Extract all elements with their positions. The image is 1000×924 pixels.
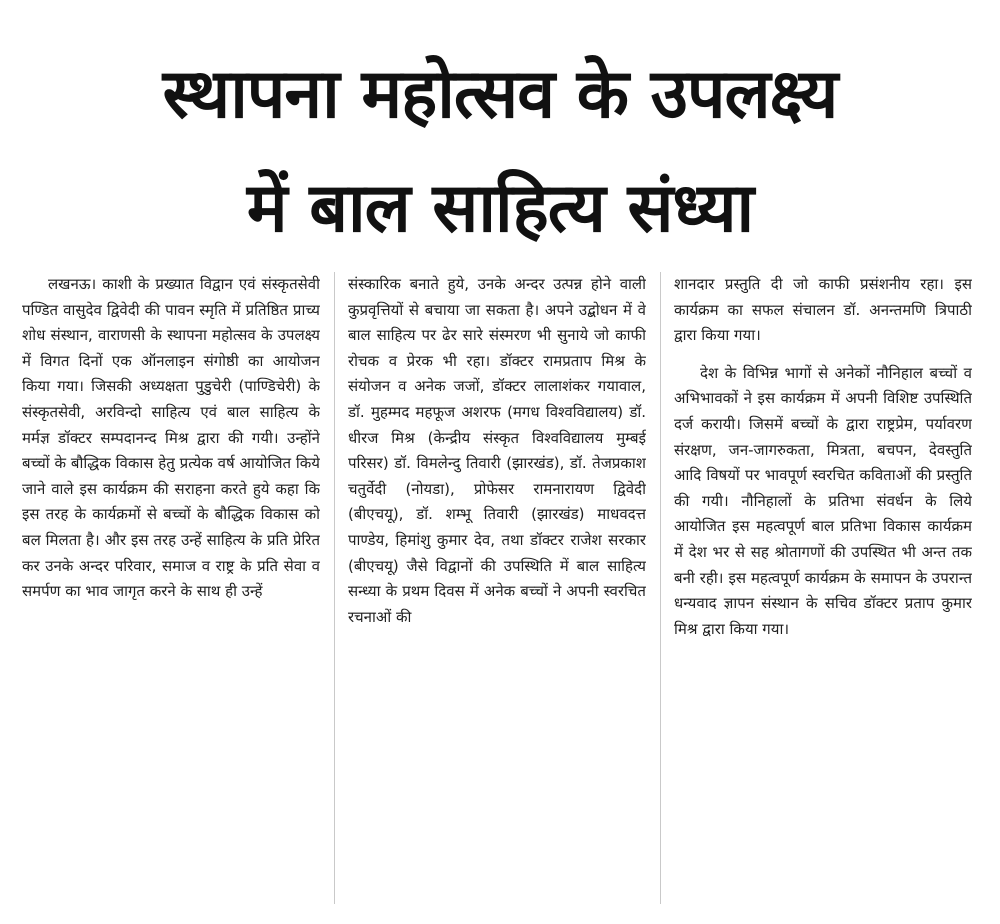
column-divider [334, 272, 335, 904]
article-paragraph: संस्कारिक बनाते हुये, उनके अन्दर उत्पन्न होने वाली कुप्रवृत्तियों से बचाया जा सकता है। अपने उद्बोधन में वे बाल साहित्य पर ढेर सारे संस्मरण भी सुनाये जो काफी रोचक व प्रेरक भी रहा। डॉक्टर रामप्रताप मिश्र के संयोजन व अनेक जजों, डॉक्टर लालाशंकर गयावाल, डॉ. मुहम्मद महफूज अशरफ (मगध विश्वविद्यालय) डॉ. धीरज मिश्र (केन्द्रीय संस्कृत विश्वविद्यालय मुम्बई परिसर) डॉ. विमलेन्दु तिवारी (झारखंड), डॉ. तेजप्रकाश चतुर्वेदी (नोयडा), प्रोफेसर रामनारायण द्विवेदी (बीएचयू), डॉ. शम्भू तिवारी (झारखंड) माधवदत्त पाण्डेय, हिमांशु कुमार देव, तथा डॉक्टर राजेश सरकार (बीएचयू) जैसे विद्वानों की उपस्थिति में बाल साहित्य सन्ध्या के प्रथम दिवस में अनेक बच्चों ने अपनी स्वरचित रचनाओं की [348, 275, 646, 626]
article-column-2 [348, 272, 646, 912]
headline [0, 38, 1000, 266]
headline-line-2: में बाल साहित्य संध्या [246, 169, 754, 248]
article-paragraph: लखनऊ। काशी के प्रख्यात विद्वान एवं संस्कृतसेवी पण्डित वासुदेव द्विवेदी की पावन स्मृति में प्रतिष्ठित प्राच्य शोध संस्थान, वाराणसी के स्थापना महोत्सव के उपलक्ष्य में विगत दिनों एक ऑनलाइन संगोष्ठी का आयोजन किया गया। जिसकी अध्यक्षता पुडुचेरी (पाण्डिचेरी) के संस्कृतसेवी, अरविन्दो साहित्य एवं बाल साहित्य के मर्मज्ञ डॉक्टर सम्पदानन्द मिश्र द्वारा की गयी। उन्होंने बच्चों के बौद्धिक विकास हेतु प्रत्येक वर्ष आयोजित किये जाने वाले इस कार्यक्रम की सराहना करते हुये कहा कि इस तरह के कार्यक्रमों से बच्चों के बौद्धिक विकास को बल मिलता है। और इस तरह उन्हें साहित्य के प्रति प्रेरित कर उनके अन्दर परिवार, समाज व राष्ट्र के प्रति सेवा व समर्पण का भाव जागृत करने के साथ ही उन्हें [22, 275, 320, 601]
article-column-1 [22, 272, 320, 912]
article-paragraph: देश के विभिन्न भागों से अनेकों नौनिहाल बच्चों व अभिभावकों ने इस कार्यक्रम में अपनी विशिष्ट उपस्थिति दर्ज करायी। जिसमें बच्चों के द्वारा राष्ट्रप्रेम, पर्यावरण संरक्षण, जन-जागरुकता, मित्रता, बचपन, देवस्तुति आदि विषयों पर भावपूर्ण स्वरचित कविताओं की प्रस्तुति की गयी। नौनिहालों के प्रतिभा संवर्धन के लिये आयोजित इस महत्वपूर्ण बाल प्रतिभा विकास कार्यक्रम में देश भर से सह श्रोतागणों की उपस्थित भी अन्त तक बनी रही। इस महत्वपूर्ण कार्यक्रम के समापन के उपरान्त धन्यवाद ज्ञापन संस्थान के सचिव डॉक्टर प्रताप कुमार मिश्र द्वारा किया गया। [674, 363, 972, 638]
article-body [22, 272, 978, 912]
headline-line-1: स्थापना महोत्सव के उपलक्ष्य [162, 55, 838, 134]
article-paragraph: शानदार प्रस्तुति दी जो काफी प्रसंशनीय रहा। इस कार्यक्रम का सफल संचालन डॉ. अनन्तमणि त्रिपाठी द्वारा किया गया। [674, 275, 972, 345]
article-column-3 [674, 272, 972, 912]
column-divider [660, 272, 661, 904]
